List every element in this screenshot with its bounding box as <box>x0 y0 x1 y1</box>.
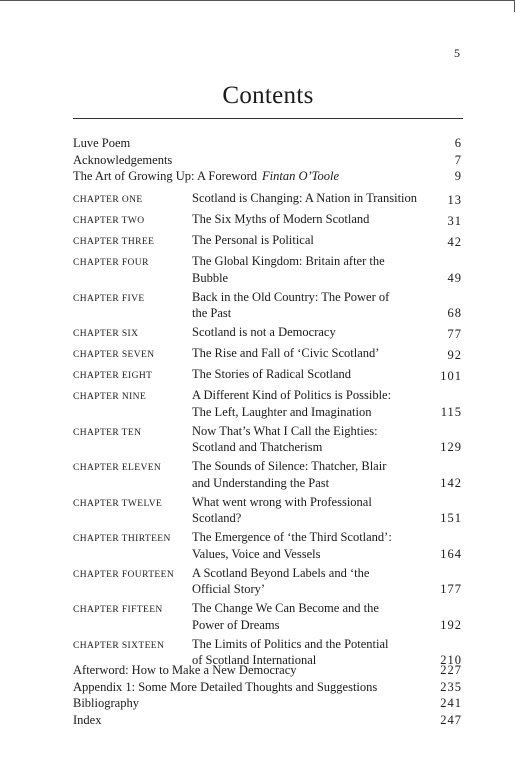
chapter-title-line: What went wrong with Professional <box>192 494 372 509</box>
entry-page: 241 <box>440 696 462 710</box>
chapter-title-line: Power of Dreams <box>192 617 280 632</box>
toc-entry-foreword[interactable] <box>73 168 462 185</box>
chapter-page: 42 <box>447 235 462 249</box>
entry-title-group <box>73 168 339 185</box>
chapter-label: CHAPTER ELEVEN <box>73 463 162 473</box>
toc-entry-acknowledgements[interactable] <box>73 152 462 169</box>
chapter-label: CHAPTER TWO <box>73 216 145 226</box>
entry-title: Acknowledgements <box>73 152 173 167</box>
chapter-title-line: The Emergence of ‘the Third Scotland’: <box>192 530 392 544</box>
entry-page: 235 <box>440 679 462 694</box>
chapter-title-line: Scotland is not a Democracy <box>192 325 336 339</box>
toc-entry-chapter[interactable] <box>73 458 462 491</box>
chapter-title <box>192 366 440 383</box>
chapter-title-line: Now That’s What I Call the Eighties: <box>192 423 378 438</box>
chapter-page: 129 <box>440 440 462 454</box>
chapter-page: 92 <box>447 348 462 362</box>
chapter-title <box>192 324 440 341</box>
toc-entry-chapter[interactable] <box>73 565 462 598</box>
toc-entry-chapter[interactable] <box>73 423 462 456</box>
chapter-page: 77 <box>447 327 462 341</box>
chapter-title-line: The Left, Laughter and Imagination <box>192 404 372 419</box>
chapter-title-line: Scotland and Thatcherism <box>192 440 323 454</box>
chapter-title-line: The Stories of Radical Scotland <box>192 367 351 381</box>
chapter-label: CHAPTER FIFTEEN <box>73 605 163 615</box>
chapter-label: CHAPTER FOUR <box>73 258 149 268</box>
chapter-label: CHAPTER TEN <box>73 427 142 438</box>
chapter-title-line: Back in the Old Country: The Power of <box>192 289 390 304</box>
toc-entry-bibliography[interactable] <box>73 695 462 712</box>
chapter-title-line: the Past <box>192 306 232 320</box>
chapter-page: 142 <box>440 475 462 490</box>
toc-entry-chapter[interactable] <box>73 253 462 286</box>
entry-page: 9 <box>454 169 462 183</box>
chapter-title-line: A Scotland Beyond Labels and ‘the <box>192 565 370 580</box>
chapter-page: 31 <box>447 214 462 228</box>
front-matter-list <box>73 135 462 185</box>
chapter-title <box>192 190 440 207</box>
foreword-author: Fintan O’Toole <box>262 169 339 183</box>
chapter-page: 49 <box>447 270 462 285</box>
chapter-page: 210 <box>440 653 462 667</box>
chapter-title-line: The Sounds of Silence: Thatcher, Blair <box>192 459 387 473</box>
entry-page: 6 <box>454 136 462 150</box>
entry-page: 247 <box>440 712 462 727</box>
page-top-border <box>0 0 515 1</box>
entry-title: Afterword: How to Make a New Democracy <box>73 663 297 677</box>
entry-title: Luve Poem <box>73 136 131 150</box>
chapter-page: 101 <box>440 369 462 383</box>
toc-entry-chapter[interactable] <box>73 494 462 527</box>
chapter-title <box>192 494 440 527</box>
chapter-label: CHAPTER SEVEN <box>73 350 155 360</box>
entry-title: Appendix 1: Some More Detailed Thoughts and Suggestions <box>73 679 378 694</box>
entry-title: Index <box>73 712 102 727</box>
chapter-label: CHAPTER SIXTEEN <box>73 640 165 651</box>
page-number: 5 <box>454 46 460 60</box>
toc-entry-chapter[interactable] <box>73 289 462 322</box>
entry-page: 227 <box>440 663 462 677</box>
chapter-title-line: The Global Kingdom: Britain after the <box>192 254 385 268</box>
page-title: Contents <box>222 82 314 109</box>
chapter-title <box>192 565 440 598</box>
chapter-label: CHAPTER NINE <box>73 392 147 402</box>
chapter-page: 177 <box>440 582 462 596</box>
toc-entry-chapter[interactable] <box>73 324 462 343</box>
chapter-title <box>192 253 440 286</box>
toc-entry-afterword[interactable] <box>73 662 462 679</box>
title-divider <box>73 118 463 119</box>
chapter-page: 192 <box>440 617 462 632</box>
chapter-label: CHAPTER THIRTEEN <box>73 534 171 544</box>
chapter-title-line: The Rise and Fall of ‘Civic Scotland’ <box>192 346 380 360</box>
chapter-label: CHAPTER SIX <box>73 329 139 339</box>
chapter-title-line: The Change We Can Become and the <box>192 601 379 615</box>
chapter-title-line: The Six Myths of Modern Scotland <box>192 212 370 226</box>
chapter-title <box>192 529 440 562</box>
chapter-page: 115 <box>440 404 462 419</box>
chapter-title-line: Bubble <box>192 270 229 285</box>
toc-entry-chapter[interactable] <box>73 600 462 633</box>
chapter-label: CHAPTER THREE <box>73 237 155 247</box>
chapter-title <box>192 387 440 420</box>
chapter-title <box>192 289 440 322</box>
toc-entry-luve-poem[interactable] <box>73 135 462 152</box>
chapter-title <box>192 232 440 249</box>
chapter-title-line: of Scotland International <box>192 653 317 667</box>
chapter-list <box>73 190 462 671</box>
chapter-title <box>192 458 440 491</box>
toc-entry-chapter[interactable] <box>73 387 462 420</box>
toc-entry-chapter[interactable] <box>73 345 462 364</box>
toc-entry-appendix[interactable] <box>73 679 462 696</box>
chapter-title-line: Scotland? <box>192 511 242 525</box>
chapter-page: 164 <box>440 546 462 561</box>
toc-entry-index[interactable] <box>73 712 462 729</box>
chapter-title-line: The Limits of Politics and the Potential <box>192 636 389 651</box>
chapter-title-line: A Different Kind of Politics is Possible: <box>192 388 392 402</box>
chapter-label: CHAPTER ONE <box>73 195 143 205</box>
chapter-label: CHAPTER TWELVE <box>73 498 163 509</box>
toc-entry-chapter[interactable] <box>73 529 462 562</box>
entry-page: 7 <box>454 152 462 167</box>
toc-entry-chapter[interactable] <box>73 366 462 385</box>
page-right-border <box>514 0 515 12</box>
chapter-title-line: Scotland is Changing: A Nation in Transition <box>192 191 418 205</box>
chapter-label: CHAPTER FOURTEEN <box>73 569 175 580</box>
chapter-page: 68 <box>447 306 462 320</box>
chapter-label: CHAPTER FIVE <box>73 293 145 304</box>
chapter-label: CHAPTER EIGHT <box>73 371 153 381</box>
chapter-title <box>192 600 440 633</box>
entry-title: The Art of Growing Up: A Foreword <box>73 169 258 183</box>
back-matter-list <box>73 662 462 728</box>
toc-entry-chapter[interactable] <box>73 232 462 251</box>
chapter-page: 151 <box>440 511 462 525</box>
chapter-title-line: The Personal is Political <box>192 233 314 247</box>
chapter-title <box>192 345 440 362</box>
chapter-title <box>192 423 440 456</box>
toc-entry-chapter[interactable] <box>73 211 462 230</box>
chapter-title-line: and Understanding the Past <box>192 475 330 490</box>
chapter-title-line: Official Story’ <box>192 582 266 596</box>
chapter-title-line: Values, Voice and Vessels <box>192 546 321 561</box>
chapter-title <box>192 211 440 228</box>
entry-title: Bibliography <box>73 696 139 710</box>
toc-entry-chapter[interactable] <box>73 190 462 209</box>
chapter-page: 13 <box>447 193 462 207</box>
